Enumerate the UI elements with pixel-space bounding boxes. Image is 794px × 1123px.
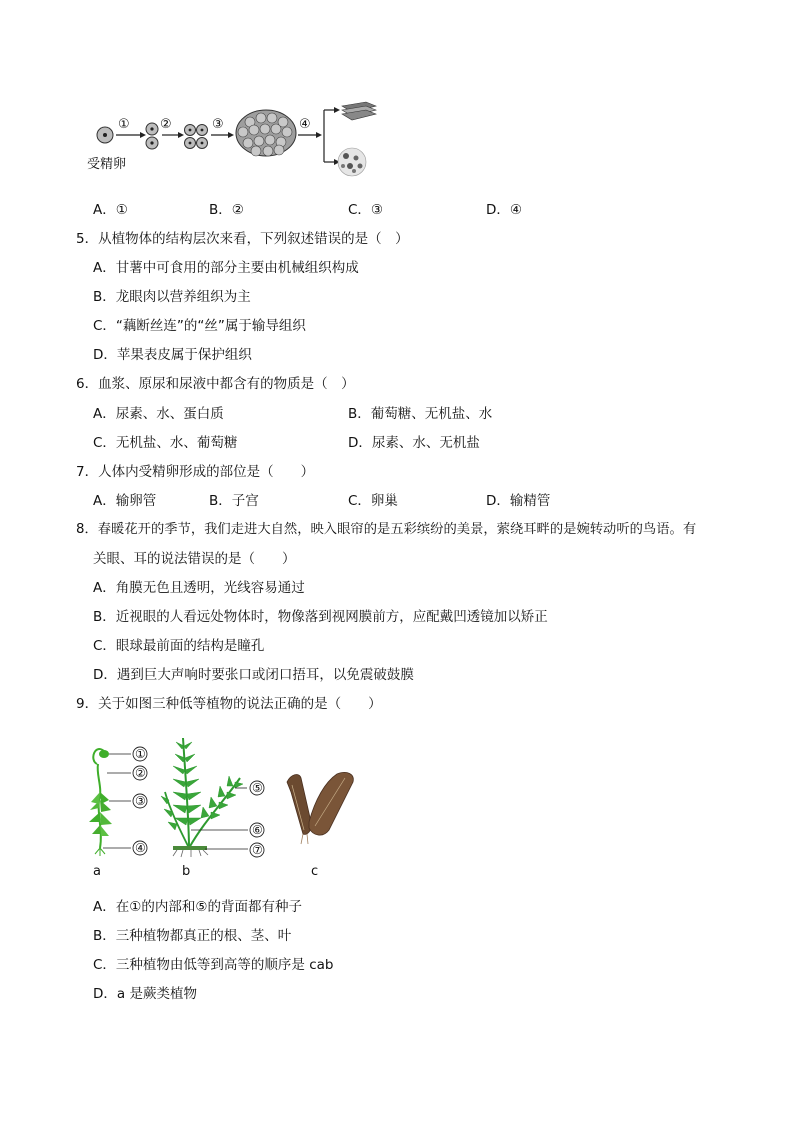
moss-plant xyxy=(89,749,112,856)
q5-option-a: A．甘薯中可食用的部分主要由机械组织构成 xyxy=(93,260,359,276)
q9-option-d: D．a 是蕨类植物 xyxy=(93,986,197,1002)
fig-b-marker-7: ⑦ xyxy=(252,843,263,857)
q9-option-a: A．在①的内部和⑤的背面都有种子 xyxy=(93,899,302,915)
fig-a-marker-2: ② xyxy=(135,766,146,780)
blood-tissue-image xyxy=(338,148,366,176)
figure-caption-zygote: 受精卵 xyxy=(87,157,127,172)
step-marker-4: ④ xyxy=(299,117,311,132)
seaweed-plant xyxy=(287,772,353,844)
q8-stem-line1: 8．春暖花开的季节，我们走进大自然，映入眼帘的是五彩缤纷的美景，萦绕耳畔的是婉转动听的鸟语。有 xyxy=(76,522,697,537)
q4-option-b: B．② xyxy=(209,202,244,218)
fern-plant xyxy=(161,738,243,857)
q4-option-c: C．③ xyxy=(348,202,384,218)
muscle-tissue-image xyxy=(342,102,376,120)
step-marker-1: ① xyxy=(118,117,130,132)
q8-option-a: A．角膜无色且透明，光线容易通过 xyxy=(93,580,305,596)
q8-option-b: B．近视眼的人看远处物体时，物像落到视网膜前方，应配戴凹透镜加以矫正 xyxy=(93,609,548,625)
fig-b-marker-5: ⑤ xyxy=(252,781,263,795)
q5-option-d: D．苹果表皮属于保护组织 xyxy=(93,347,252,363)
q6-option-d: D．尿素、水、无机盐 xyxy=(348,435,480,451)
q6-stem: 6．血浆、原尿和尿液中都含有的物质是（ ） xyxy=(76,376,355,392)
fig-a-marker-3: ③ xyxy=(135,794,146,808)
q7-option-c: C．卵巢 xyxy=(348,493,398,509)
q6-option-b: B．葡萄糖、无机盐、水 xyxy=(348,406,493,422)
q8-stem-line2: 关眼、耳的说法错误的是（ ） xyxy=(93,551,296,567)
q9-option-b: B．三种植物都真正的根、茎、叶 xyxy=(93,928,292,944)
fig-caption-a: a xyxy=(93,864,101,879)
q8-option-d: D．遇到巨大声响时要张口或闭口捂耳，以免震破鼓膜 xyxy=(93,667,414,683)
lower-plants-figure xyxy=(85,730,375,885)
fig-a-marker-1: ① xyxy=(135,747,146,761)
q5-stem: 5．从植物体的结构层次来看，下列叙述错误的是（ ） xyxy=(76,231,409,247)
q4-option-a: A．① xyxy=(93,202,128,218)
q4-option-d: D．④ xyxy=(486,202,522,218)
q8-option-c: C．眼球最前面的结构是瞳孔 xyxy=(93,638,265,654)
q9-stem: 9．关于如图三种低等植物的说法正确的是（ ） xyxy=(76,696,382,712)
q6-option-a: A．尿素、水、蛋白质 xyxy=(93,406,224,422)
q6-option-c: C．无机盐、水、葡萄糖 xyxy=(93,435,238,451)
fig-b-marker-6: ⑥ xyxy=(252,823,263,837)
step-marker-3: ③ xyxy=(212,117,224,132)
q9-option-c: C．三种植物由低等到高等的顺序是 cab xyxy=(93,957,334,973)
q7-option-b: B．子宫 xyxy=(209,493,259,509)
fig-caption-b: b xyxy=(182,864,191,879)
cell-mass xyxy=(236,110,296,156)
q7-stem: 7．人体内受精卵形成的部位是（ ） xyxy=(76,464,315,480)
q5-option-b: B．龙眼肉以营养组织为主 xyxy=(93,289,251,305)
q5-option-c: C．“藕断丝连”的“丝”属于输导组织 xyxy=(93,318,306,334)
q7-option-d: D．输精管 xyxy=(486,493,551,509)
fig-caption-c: c xyxy=(311,864,319,879)
q7-option-a: A．输卵管 xyxy=(93,493,157,509)
step-marker-2: ② xyxy=(160,117,172,132)
lower-plants-diagram xyxy=(85,730,375,885)
cell-division-figure xyxy=(90,100,390,180)
cell-division-diagram xyxy=(90,100,390,180)
fig-a-marker-4: ④ xyxy=(135,841,146,855)
